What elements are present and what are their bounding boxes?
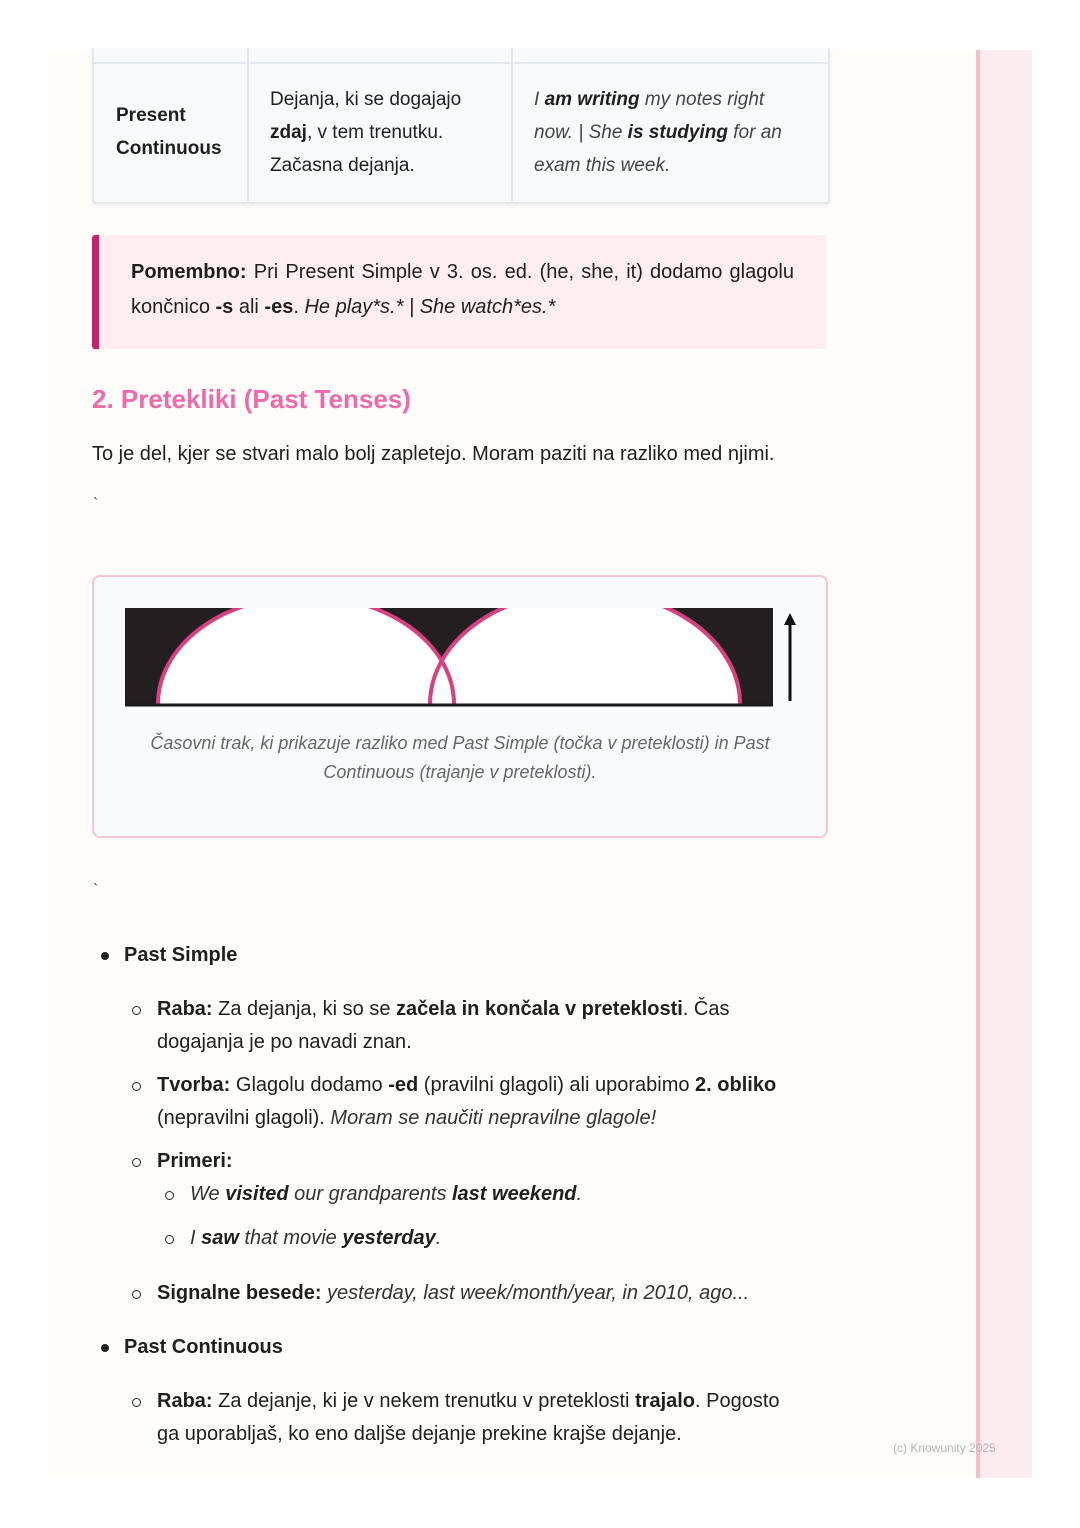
section-heading: 2. Pretekliki (Past Tenses): [92, 384, 411, 414]
tenses-table: [92, 48, 830, 204]
table-row-divider: [94, 62, 828, 64]
past-simple-signal-words: Signalne besede: yesterday, last week/month/year, in 2010, ago...: [157, 1282, 750, 1304]
sub-bullet-icon: [132, 1082, 141, 1091]
sub-sub-bullet-icon: [165, 1235, 174, 1244]
timeline-figure: [92, 575, 828, 838]
table-cell-tense: Present Continuous: [116, 105, 222, 159]
callout-accent-bar: [92, 235, 99, 349]
bullet-icon: [101, 952, 109, 960]
sub-bullet-icon: [132, 1398, 141, 1407]
past-simple-formation: Tvorba: Glagolu dodamo -ed (pravilni glagoli) ali uporabimo 2. obliko (nepravilni glagoli). Moram se naučiti nepravilne glagole!: [157, 1074, 777, 1129]
arrow-up-icon: [784, 613, 796, 625]
table-cell-example: I am writing my notes right now. | She is studying for an exam this week.: [534, 89, 782, 176]
sub-sub-bullet-icon: [165, 1191, 174, 1200]
arc-fill-right: [430, 591, 740, 704]
table-col-divider: [247, 48, 249, 202]
important-callout: [92, 235, 826, 349]
callout-text: Pomembno: Pri Present Simple v 3. os. ed. (he, she, it) dodamo glagolu končnico -s ali -es. He play*s.* | She watch*es.*: [131, 261, 794, 318]
stray-backtick: `: [93, 496, 99, 513]
example-sentence-2: I saw that movie yesterday.: [190, 1227, 442, 1249]
bullet-icon: [101, 1344, 109, 1352]
sub-bullet-icon: [132, 1006, 141, 1015]
stray-backtick: `: [93, 882, 99, 899]
past-simple-heading: Past Simple: [124, 944, 238, 966]
past-continuous-usage: Raba: Za dejanje, ki je v nekem trenutku v preteklosti trajalo. Pogosto ga uporabljaš, ko eno daljše dejanje prekine krajše dejanje.: [157, 1390, 780, 1445]
table-cell-usage: Dejanja, ki se dogajajo zdaj, v tem trenutku. Začasna dejanja.: [270, 89, 462, 176]
right-margin: [976, 50, 1032, 1478]
past-simple-examples-label: Primeri:: [157, 1150, 233, 1172]
table-col-divider: [511, 48, 513, 202]
copyright-footer: (c) Knowunity 2025: [893, 1441, 996, 1455]
section-intro: To je del, kjer se stvari malo bolj zapletejo. Moram paziti na razliko med njimi.: [92, 443, 775, 465]
sub-bullet-icon: [132, 1158, 141, 1167]
figure-caption: Časovni trak, ki prikazuje razliko med Past Simple (točka v preteklosti) in Past Continuous (trajanje v preteklosti).: [150, 733, 770, 782]
sub-bullet-icon: [132, 1290, 141, 1299]
past-simple-usage: Raba: Za dejanja, ki so se začela in končala v preteklosti. Čas dogajanja je po navadi znan.: [157, 998, 730, 1053]
example-sentence-1: We visited our grandparents last weekend.: [190, 1183, 583, 1205]
past-continuous-heading: Past Continuous: [124, 1336, 283, 1358]
timeline-image: [94, 577, 826, 717]
margin-rule: [976, 50, 980, 1478]
